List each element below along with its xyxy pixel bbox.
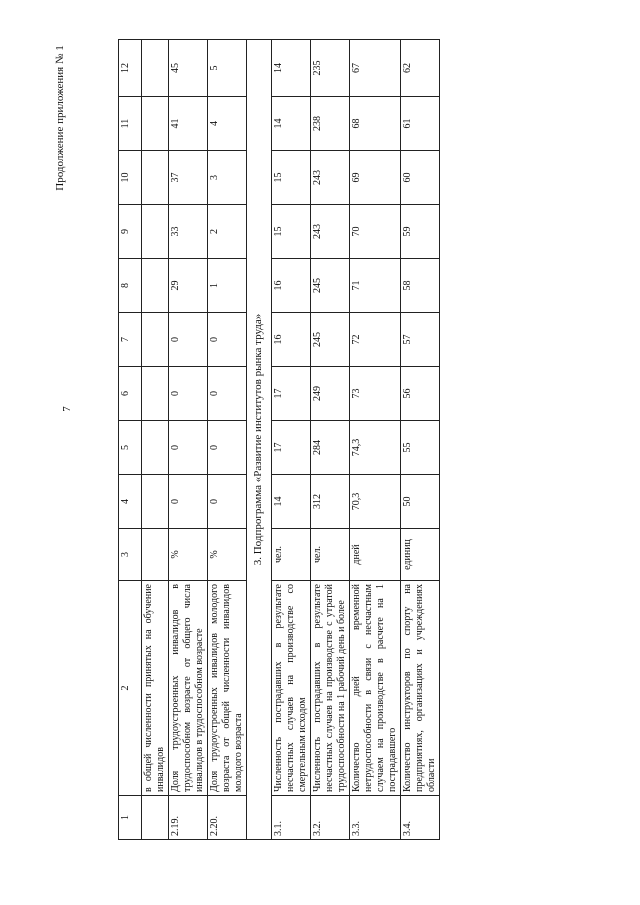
year-value-cell: 59 <box>401 205 440 259</box>
row-number-cell: 3.2. <box>311 796 350 840</box>
year-value-cell <box>142 151 169 205</box>
year-value-cell: 45 <box>169 40 208 97</box>
year-value-cell: 71 <box>350 259 401 313</box>
year-value-cell <box>142 259 169 313</box>
year-value-cell: 245 <box>311 259 350 313</box>
year-value-cell: 29 <box>169 259 208 313</box>
year-value-cell: 14 <box>272 40 311 97</box>
year-value-cell: 14 <box>272 97 311 151</box>
column-number-cell: 11 <box>119 97 142 151</box>
column-number-cell: 8 <box>119 259 142 313</box>
indicator-name-cell: Численность пострадавших в результате несчастных случаев на производстве со смертельным исходом <box>272 581 311 796</box>
year-value-cell: 249 <box>311 367 350 421</box>
year-value-cell: 62 <box>401 40 440 97</box>
column-number-cell: 9 <box>119 205 142 259</box>
column-number-cell: 10 <box>119 151 142 205</box>
year-value-cell: 0 <box>169 313 208 367</box>
table-row <box>401 40 440 840</box>
indicator-name-cell: Количество дней временной нетрудоспособности в связи с несчастным случаем на производстве в расчете на 1 пострадавшего <box>350 581 401 796</box>
year-value-cell: 235 <box>311 40 350 97</box>
indicators-table <box>118 39 440 840</box>
unit-cell: чел. <box>311 529 350 581</box>
year-value-cell: 15 <box>272 151 311 205</box>
unit-cell: дней <box>350 529 401 581</box>
year-value-cell <box>142 367 169 421</box>
year-value-cell <box>142 97 169 151</box>
unit-cell: единиц <box>401 529 440 581</box>
year-value-cell: 68 <box>350 97 401 151</box>
row-number-cell: 2.19. <box>169 796 208 840</box>
subprogram-heading-row <box>247 40 272 840</box>
year-value-cell: 4 <box>208 97 247 151</box>
year-value-cell: 70,3 <box>350 475 401 529</box>
year-value-cell: 50 <box>401 475 440 529</box>
row-number-cell: 2.20. <box>208 796 247 840</box>
column-number-cell: 6 <box>119 367 142 421</box>
year-value-cell: 243 <box>311 151 350 205</box>
year-value-cell <box>142 205 169 259</box>
year-value-cell: 60 <box>401 151 440 205</box>
indicator-name-cell: Количество инструкторов по спорту на предприятиях, организациях и учреждениях области <box>401 581 440 796</box>
unit-cell: чел. <box>272 529 311 581</box>
column-number-row <box>119 40 142 840</box>
column-number-cell: 3 <box>119 529 142 581</box>
year-value-cell: 14 <box>272 475 311 529</box>
year-value-cell: 2 <box>208 205 247 259</box>
table-body <box>142 40 440 840</box>
year-value-cell: 56 <box>401 367 440 421</box>
year-value-cell: 74,3 <box>350 421 401 475</box>
row-number-cell: 3.1. <box>272 796 311 840</box>
year-value-cell: 58 <box>401 259 440 313</box>
indicator-name-cell: в общей численности принятых на обучение инвалидов <box>142 581 169 796</box>
page-number: 7 <box>60 406 73 412</box>
year-value-cell: 57 <box>401 313 440 367</box>
year-value-cell: 37 <box>169 151 208 205</box>
year-value-cell: 55 <box>401 421 440 475</box>
column-number-cell: 7 <box>119 313 142 367</box>
year-value-cell: 0 <box>169 475 208 529</box>
year-value-cell: 312 <box>311 475 350 529</box>
year-value-cell <box>142 421 169 475</box>
table-row <box>142 40 169 840</box>
year-value-cell: 238 <box>311 97 350 151</box>
year-value-cell: 0 <box>208 313 247 367</box>
rotated-table-wrapper <box>118 40 518 840</box>
year-value-cell: 1 <box>208 259 247 313</box>
column-number-cell: 1 <box>119 796 142 840</box>
unit-cell <box>142 529 169 581</box>
year-value-cell: 243 <box>311 205 350 259</box>
year-value-cell: 61 <box>401 97 440 151</box>
column-number-cell: 12 <box>119 40 142 97</box>
year-value-cell: 70 <box>350 205 401 259</box>
column-number-cell: 2 <box>119 581 142 796</box>
column-number-cell: 5 <box>119 421 142 475</box>
year-value-cell: 15 <box>272 205 311 259</box>
indicator-name-cell: Численность пострадавших в результате несчастных случаев на производстве с утратой трудоспособности на 1 рабочий день и более <box>311 581 350 796</box>
year-value-cell: 17 <box>272 421 311 475</box>
year-value-cell: 33 <box>169 205 208 259</box>
year-value-cell <box>142 475 169 529</box>
year-value-cell: 5 <box>208 40 247 97</box>
unit-cell: % <box>169 529 208 581</box>
table-row <box>311 40 350 840</box>
year-value-cell: 72 <box>350 313 401 367</box>
year-value-cell: 0 <box>169 421 208 475</box>
row-number-cell: 3.3. <box>350 796 401 840</box>
year-value-cell: 17 <box>272 367 311 421</box>
year-value-cell: 0 <box>169 367 208 421</box>
continuation-label: Продолжение приложения № 1 <box>54 45 66 191</box>
table-row <box>208 40 247 840</box>
row-number-cell <box>142 796 169 840</box>
year-value-cell: 16 <box>272 259 311 313</box>
year-value-cell: 3 <box>208 151 247 205</box>
year-value-cell: 0 <box>208 367 247 421</box>
year-value-cell <box>142 313 169 367</box>
year-value-cell <box>142 40 169 97</box>
column-number-cell: 4 <box>119 475 142 529</box>
year-value-cell: 0 <box>208 421 247 475</box>
year-value-cell: 67 <box>350 40 401 97</box>
row-number-cell: 3.4. <box>401 796 440 840</box>
year-value-cell: 16 <box>272 313 311 367</box>
year-value-cell: 69 <box>350 151 401 205</box>
year-value-cell: 73 <box>350 367 401 421</box>
table-row <box>272 40 311 840</box>
year-value-cell: 0 <box>208 475 247 529</box>
subprogram-heading: 3. Подпрограмма «Развитие институтов рынка труда» <box>247 40 272 840</box>
year-value-cell: 284 <box>311 421 350 475</box>
year-value-cell: 41 <box>169 97 208 151</box>
indicator-name-cell: Доля трудоустроенных инвалидов в трудоспособном возрасте от общего числа инвалидов в трудоспособном возрасте <box>169 581 208 796</box>
table-row <box>350 40 401 840</box>
year-value-cell: 245 <box>311 313 350 367</box>
table-row <box>169 40 208 840</box>
indicator-name-cell: Доля трудоустроенных инвалидов молодого возраста от общей численности инвалидов молодого возраста <box>208 581 247 796</box>
unit-cell: % <box>208 529 247 581</box>
